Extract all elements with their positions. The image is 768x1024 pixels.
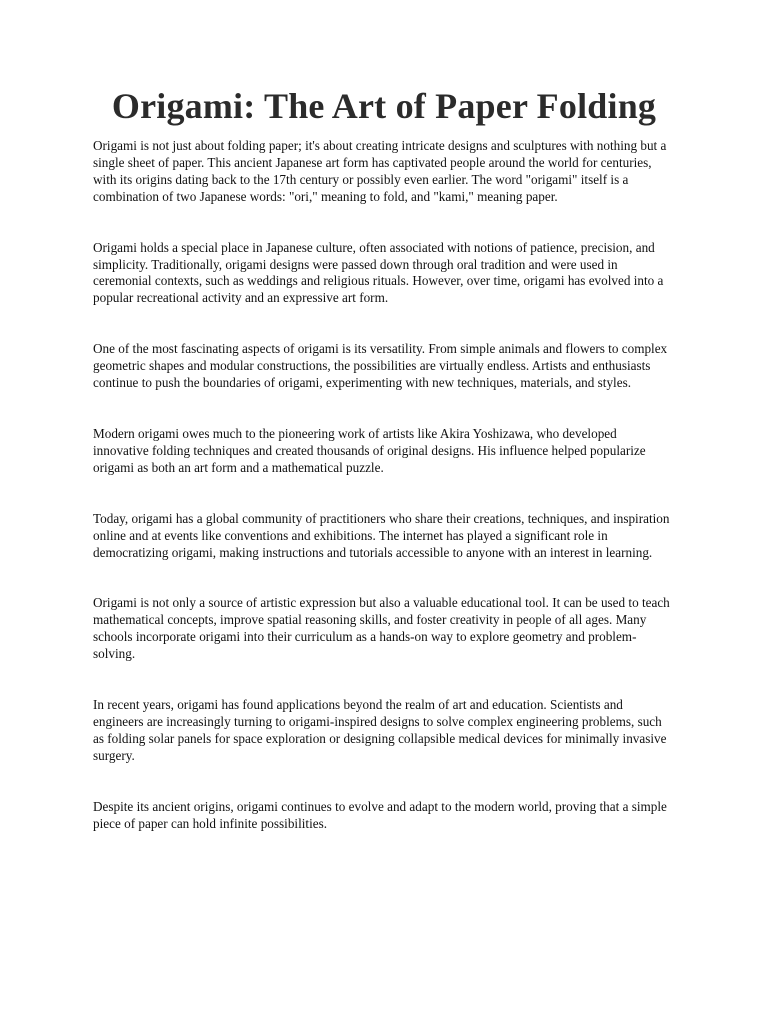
page-title: Origami: The Art of Paper Folding [111, 86, 657, 126]
paragraph-community: Today, origami has a global community of practitioners who share their creations, techniques, and inspiration online and at events like conventions and exhibitions. The internet has played a significant role in democratizing origami, making instructions and tutorials accessible to anyone with an interest in learning. [93, 510, 670, 560]
paragraph-intro: Origami is not just about folding paper; it's about creating intricate designs and sculptures with nothing but a single sheet of paper. This ancient Japanese art form has captivated people around the world for centuries, with its origins dating back to the 17th century or possibly even earlier. The word "origami" itself is a combination of two Japanese words: "ori," meaning to fold, and "kami," meaning paper. [93, 138, 667, 204]
paragraph-education: Origami is not only a source of artistic expression but also a valuable educational tool. It can be used to teach mathematical concepts, improve spatial reasoning skills, and foster creativity in people of all ages. Many schools incorporate origami into their curriculum as a hands-on way to explore geometry and problem-solving. [93, 595, 670, 662]
paragraph-versatility: One of the most fascinating aspects of origami is its versatility. From simple animals and flowers to complex geometric shapes and modular constructions, the possibilities are virtually endless. Artists and enthusiasts continue to push the boundaries of origami, experimenting with new techniques, materials, and styles. [93, 341, 668, 391]
paragraph-conclusion: Despite its ancient origins, origami continues to evolve and adapt to the modern world, proving that a simple piece of paper can hold infinite possibilities. [93, 798, 667, 831]
document-body [93, 138, 675, 866]
paragraph-modern-origami: Modern origami owes much to the pioneering work of artists like Akira Yoshizawa, who developed innovative folding techniques and created thousands of original designs. His influence helped popularize origami as both an art form and a mathematical puzzle. [93, 425, 646, 475]
paragraph-culture: Origami holds a special place in Japanese culture, often associated with notions of patience, precision, and simplicity. Traditionally, origami designs were passed down through oral tradition and were used in ceremonial contexts, such as weddings and religious rituals. However, over time, origami has evolved into a popular recreational activity and an expressive art form. [93, 239, 664, 306]
paragraph-applications: In recent years, origami has found applications beyond the realm of art and education. Scientists and engineers are increasingly turning to origami-inspired designs to solve complex engineering problems, such as folding solar panels for space exploration or designing collapsible medical devices for minimally invasive surgery. [93, 697, 667, 763]
